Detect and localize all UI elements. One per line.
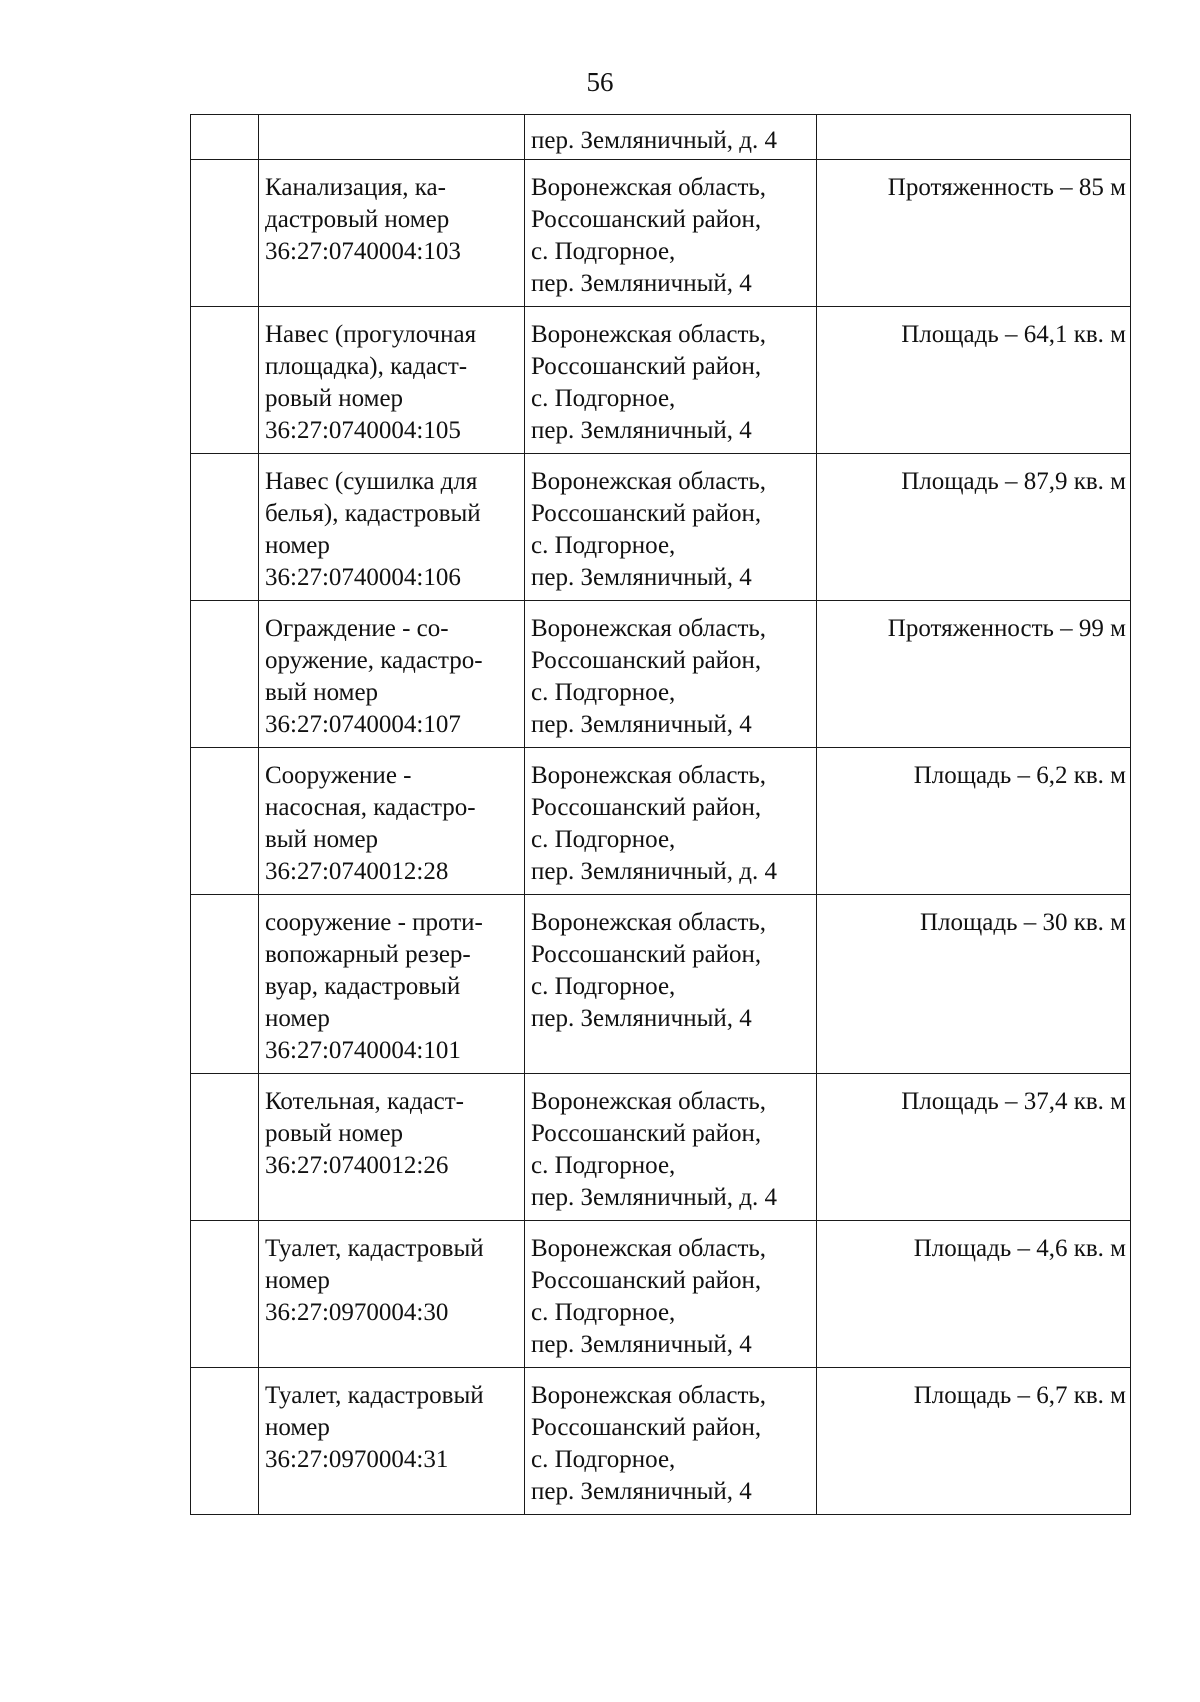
- object-name-line: вый номер: [265, 679, 379, 706]
- table-body: [191, 115, 1131, 1515]
- object-name-line: вый номер: [265, 826, 379, 853]
- table-row: [191, 601, 1131, 748]
- address-line: Россошанский район,: [531, 941, 762, 968]
- address-line: пер. Земляничный, 4: [531, 417, 752, 444]
- address-cell: [525, 160, 817, 307]
- address-line: Воронежская область,: [531, 468, 767, 495]
- object-name-line: 36:27:0740004:105: [265, 417, 461, 444]
- object-name-line: Котельная, кадаст-: [265, 1088, 464, 1115]
- address-cell: [525, 115, 817, 160]
- object-name-cell: [259, 1074, 525, 1221]
- table-row: [191, 454, 1131, 601]
- row-number-cell: [191, 1221, 259, 1368]
- object-name-line: 36:27:0740012:26: [265, 1152, 449, 1179]
- object-name-line: 36:27:0740004:106: [265, 564, 461, 591]
- object-name-line: номер: [265, 1267, 330, 1294]
- object-name-line: Канализация, ка-: [265, 174, 446, 201]
- row-number-cell: [191, 160, 259, 307]
- object-name-line: 36:27:0740004:107: [265, 711, 461, 738]
- object-name-line: Туалет, кадастровый: [265, 1382, 484, 1409]
- object-name-line: 36:27:0740004:103: [265, 238, 461, 265]
- characteristic-cell: [817, 1368, 1131, 1515]
- address-line: Воронежская область,: [531, 909, 767, 936]
- address-line: Воронежская область,: [531, 762, 767, 789]
- row-number-cell: [191, 748, 259, 895]
- characteristic-value: Площадь – 64,1 кв. м: [901, 321, 1126, 348]
- characteristic-value: Площадь – 30 кв. м: [919, 909, 1126, 936]
- characteristic-value: Площадь – 87,9 кв. м: [901, 468, 1126, 495]
- row-number-cell: [191, 895, 259, 1074]
- object-name-cell: [259, 115, 525, 160]
- object-name-line: Ограждение - со-: [265, 615, 449, 642]
- address-cell: [525, 895, 817, 1074]
- object-name-line: 36:27:0740012:28: [265, 858, 449, 885]
- characteristic-cell: [817, 748, 1131, 895]
- address-line: Россошанский район,: [531, 1267, 762, 1294]
- object-name-cell: [259, 160, 525, 307]
- address-line: с. Подгорное,: [531, 385, 676, 412]
- table-row: [191, 115, 1131, 160]
- address-line: пер. Земляничный, 4: [531, 711, 752, 738]
- address-line: с. Подгорное,: [531, 679, 676, 706]
- address-line: Воронежская область,: [531, 321, 767, 348]
- address-line: Россошанский район,: [531, 500, 762, 527]
- property-table: [190, 114, 1131, 1515]
- object-name-line: 36:27:0970004:31: [265, 1446, 449, 1473]
- address-line: Воронежская область,: [531, 1382, 767, 1409]
- characteristic-value: Протяженность – 85 м: [887, 174, 1126, 201]
- address-cell: [525, 1368, 817, 1515]
- object-name-line: вопожарный резер-: [265, 941, 471, 968]
- address-line: пер. Земляничный, 4: [531, 1005, 752, 1032]
- characteristic-cell: [817, 160, 1131, 307]
- characteristic-cell: [817, 1074, 1131, 1221]
- table-row: [191, 307, 1131, 454]
- object-name-cell: [259, 454, 525, 601]
- address-line: Воронежская область,: [531, 615, 767, 642]
- address-line: пер. Земляничный, д. 4: [531, 858, 777, 885]
- row-number-cell: [191, 454, 259, 601]
- object-name-cell: [259, 1221, 525, 1368]
- row-number-cell: [191, 1074, 259, 1221]
- object-name-line: 36:27:0970004:30: [265, 1299, 449, 1326]
- object-name-line: насосная, кадастро-: [265, 794, 476, 821]
- characteristic-value: Площадь – 4,6 кв. м: [913, 1235, 1126, 1262]
- address-line: пер. Земляничный, д. 4: [531, 127, 777, 154]
- characteristic-value: Протяженность – 99 м: [887, 615, 1126, 642]
- table-row: [191, 160, 1131, 307]
- address-line: с. Подгорное,: [531, 532, 676, 559]
- row-number-cell: [191, 115, 259, 160]
- row-number-cell: [191, 601, 259, 748]
- address-cell: [525, 307, 817, 454]
- object-name-line: номер: [265, 1005, 330, 1032]
- characteristic-value: Площадь – 6,2 кв. м: [913, 762, 1126, 789]
- object-name-line: Навес (сушилка для: [265, 468, 478, 495]
- table-row: [191, 1221, 1131, 1368]
- address-line: с. Подгорное,: [531, 1299, 676, 1326]
- object-name-cell: [259, 307, 525, 454]
- address-line: с. Подгорное,: [531, 1446, 676, 1473]
- object-name-line: 36:27:0740004:101: [265, 1037, 461, 1064]
- object-name-line: ровый номер: [265, 385, 404, 412]
- address-line: Воронежская область,: [531, 174, 767, 201]
- address-line: Россошанский район,: [531, 206, 762, 233]
- address-line: с. Подгорное,: [531, 238, 676, 265]
- characteristic-cell: [817, 895, 1131, 1074]
- address-line: Россошанский район,: [531, 353, 762, 380]
- characteristic-value: Площадь – 6,7 кв. м: [913, 1382, 1126, 1409]
- object-name-cell: [259, 895, 525, 1074]
- address-line: с. Подгорное,: [531, 973, 676, 1000]
- address-line: пер. Земляничный, 4: [531, 1478, 752, 1505]
- object-name-line: сооружение - проти-: [265, 909, 483, 936]
- address-line: пер. Земляничный, 4: [531, 564, 752, 591]
- address-line: Воронежская область,: [531, 1235, 767, 1262]
- address-line: пер. Земляничный, д. 4: [531, 1184, 777, 1211]
- address-line: Россошанский район,: [531, 647, 762, 674]
- address-cell: [525, 748, 817, 895]
- table-row: [191, 1368, 1131, 1515]
- address-cell: [525, 601, 817, 748]
- address-line: Россошанский район,: [531, 1120, 762, 1147]
- object-name-cell: [259, 601, 525, 748]
- characteristic-cell: [817, 454, 1131, 601]
- address-cell: [525, 454, 817, 601]
- address-line: с. Подгорное,: [531, 826, 676, 853]
- table-row: [191, 895, 1131, 1074]
- object-name-line: площадка), кадаст-: [265, 353, 468, 380]
- object-name-cell: [259, 748, 525, 895]
- object-name-line: номер: [265, 532, 330, 559]
- object-name-line: Сооружение -: [265, 762, 412, 789]
- page-number: 56: [586, 67, 614, 97]
- address-cell: [525, 1074, 817, 1221]
- address-line: Россошанский район,: [531, 794, 762, 821]
- object-name-cell: [259, 1368, 525, 1515]
- object-name-line: Навес (прогулочная: [265, 321, 477, 348]
- object-name-line: белья), кадастровый: [265, 500, 481, 527]
- object-name-line: дастровый номер: [265, 206, 450, 233]
- address-line: с. Подгорное,: [531, 1152, 676, 1179]
- characteristic-cell: [817, 307, 1131, 454]
- address-line: пер. Земляничный, 4: [531, 1331, 752, 1358]
- row-number-cell: [191, 1368, 259, 1515]
- table-row: [191, 1074, 1131, 1221]
- address-line: Воронежская область,: [531, 1088, 767, 1115]
- characteristic-value: Площадь – 37,4 кв. м: [901, 1088, 1126, 1115]
- characteristic-cell: [817, 1221, 1131, 1368]
- table-row: [191, 748, 1131, 895]
- characteristic-cell: [817, 115, 1131, 160]
- address-line: пер. Земляничный, 4: [531, 270, 752, 297]
- object-name-line: ровый номер: [265, 1120, 404, 1147]
- address-line: Россошанский район,: [531, 1414, 762, 1441]
- characteristic-cell: [817, 601, 1131, 748]
- object-name-line: номер: [265, 1414, 330, 1441]
- object-name-line: Туалет, кадастровый: [265, 1235, 484, 1262]
- address-cell: [525, 1221, 817, 1368]
- object-name-line: вуар, кадастровый: [265, 973, 461, 1000]
- object-name-line: оружение, кадастро-: [265, 647, 483, 674]
- row-number-cell: [191, 307, 259, 454]
